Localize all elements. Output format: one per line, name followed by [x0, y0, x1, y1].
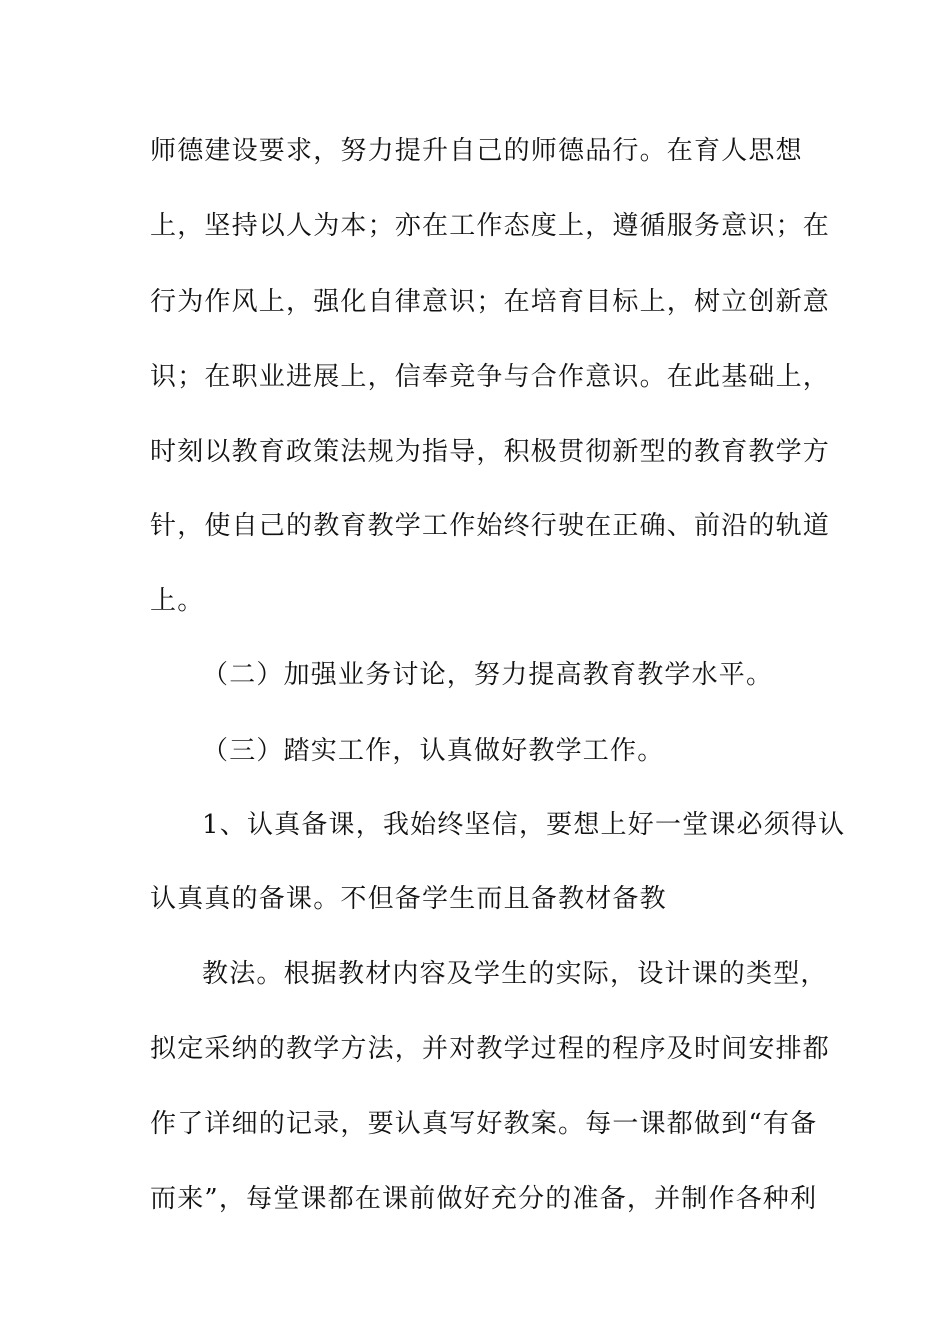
text-line: 而来”，每堂课都在课前做好充分的准备，并制作各种利	[150, 1184, 818, 1214]
section-heading: （二）加强业务讨论，努力提高教育教学水平。	[202, 660, 774, 690]
paragraph-start: 教法。根据教材内容及学生的实际，设计课的类型，	[202, 959, 828, 989]
text-line: 拟定采纳的教学方法，并对教学过程的程序及时间安排都	[150, 1034, 831, 1064]
section-heading: （三）踏实工作，认真做好教学工作。	[202, 736, 665, 766]
text-line: 行为作风上，强化自律意识；在培育目标上，树立创新意	[150, 287, 831, 317]
text-line: 上。	[150, 586, 205, 616]
text-line: 针，使自己的教育教学工作始终行驶在正确、前沿的轨道	[150, 511, 831, 541]
text-line: 上，坚持以人为本；亦在工作态度上，遵循服务意识；在	[150, 211, 831, 241]
text-line: 师德建设要求，努力提升自己的师德品行。在育人思想	[150, 136, 803, 166]
numbered-paragraph-start: 1、认真备课，我始终坚信，要想上好一堂课必须得认	[202, 810, 846, 840]
text-line: 识；在职业进展上，信奉竞争与合作意识。在此基础上，	[150, 362, 831, 392]
text-line: 认真真的备课。不但备学生而且备教材备教	[150, 884, 667, 914]
text-line: 时刻以教育政策法规为指导，积极贯彻新型的教育教学方	[150, 437, 831, 467]
text-line: 作了详细的记录，要认真写好教案。每一课都做到“有备	[150, 1109, 818, 1139]
